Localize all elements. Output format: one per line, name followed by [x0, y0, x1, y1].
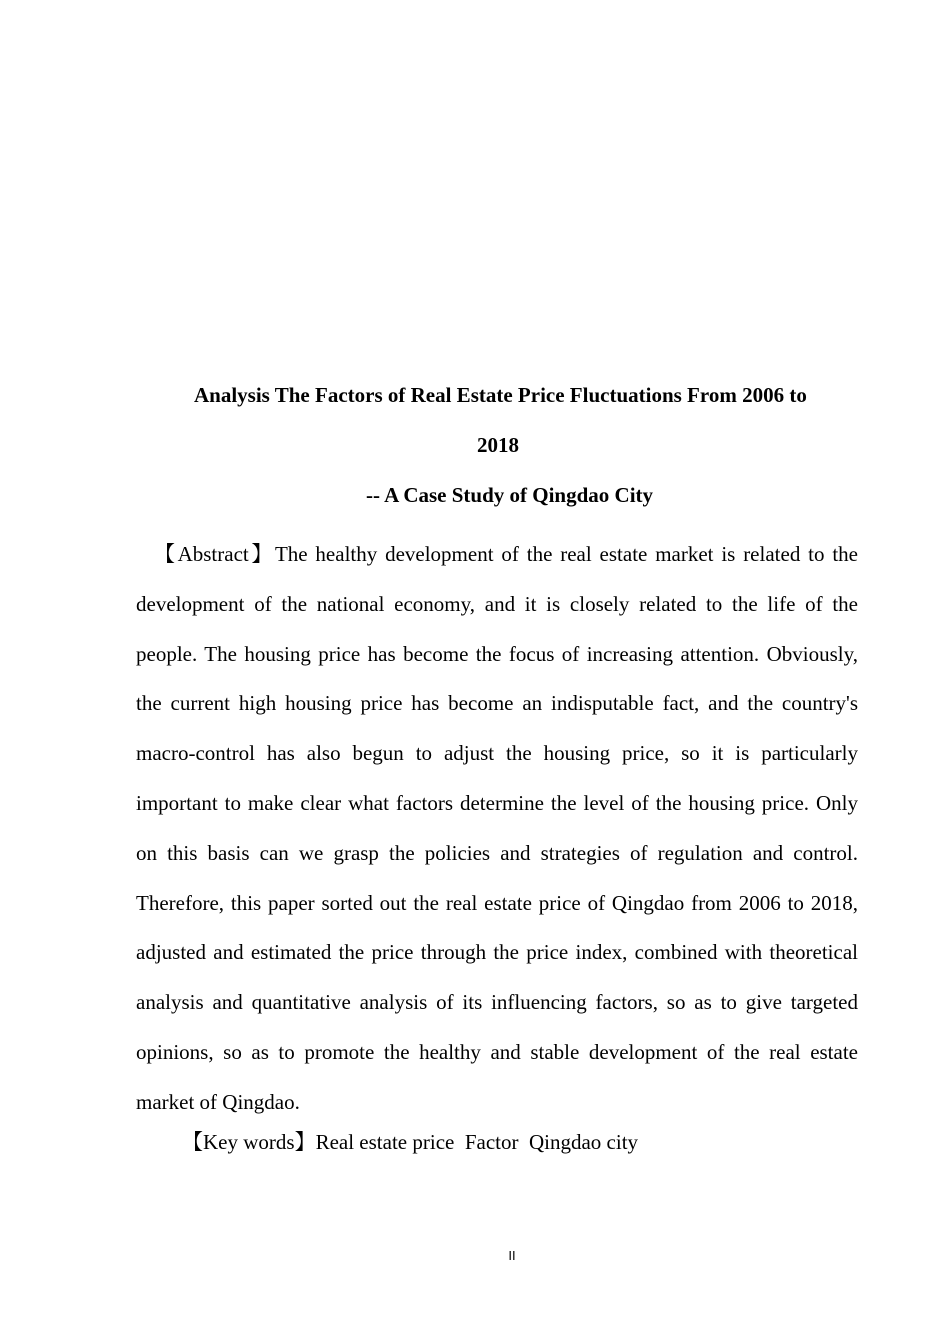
paper-title-continuation: 2018 [477, 433, 519, 457]
paper-title: Analysis The Factors of Real Estate Price Fluctuations From 2006 to [194, 383, 807, 407]
abstract-paragraph [136, 530, 858, 1128]
abstract-label: 【Abstract】 [154, 542, 275, 566]
keywords-line [182, 1127, 638, 1157]
page-number: II [508, 1248, 516, 1263]
keywords-label: 【Key words】 [182, 1130, 316, 1154]
abstract-text: The healthy development of the real estate market is related to the development of the national economy, and it is closely related to the life of the people. The housing price has become the focus of increasing attention. Obviously, the current high housing price has become an indisputable fact, and the country's macro-control has also begun to adjust the housing price, so it is particularly important to make clear what factors determine the level of the housing price. Only on this basis can we grasp the policies and strategies of regulation and control. Therefore, this paper sorted out the real estate price of Qingdao from 2006 to 2018, adjusted and estimated the price through the price index, combined with theoretical analysis and quantitative analysis of its influencing factors, so as to give targeted opinions, so as to promote the healthy and stable development of the real estate market of Qingdao. [136, 542, 858, 1114]
paper-subtitle: -- A Case Study of Qingdao City [366, 483, 654, 507]
keywords-text: Real estate price Factor Qingdao city [315, 1130, 639, 1154]
